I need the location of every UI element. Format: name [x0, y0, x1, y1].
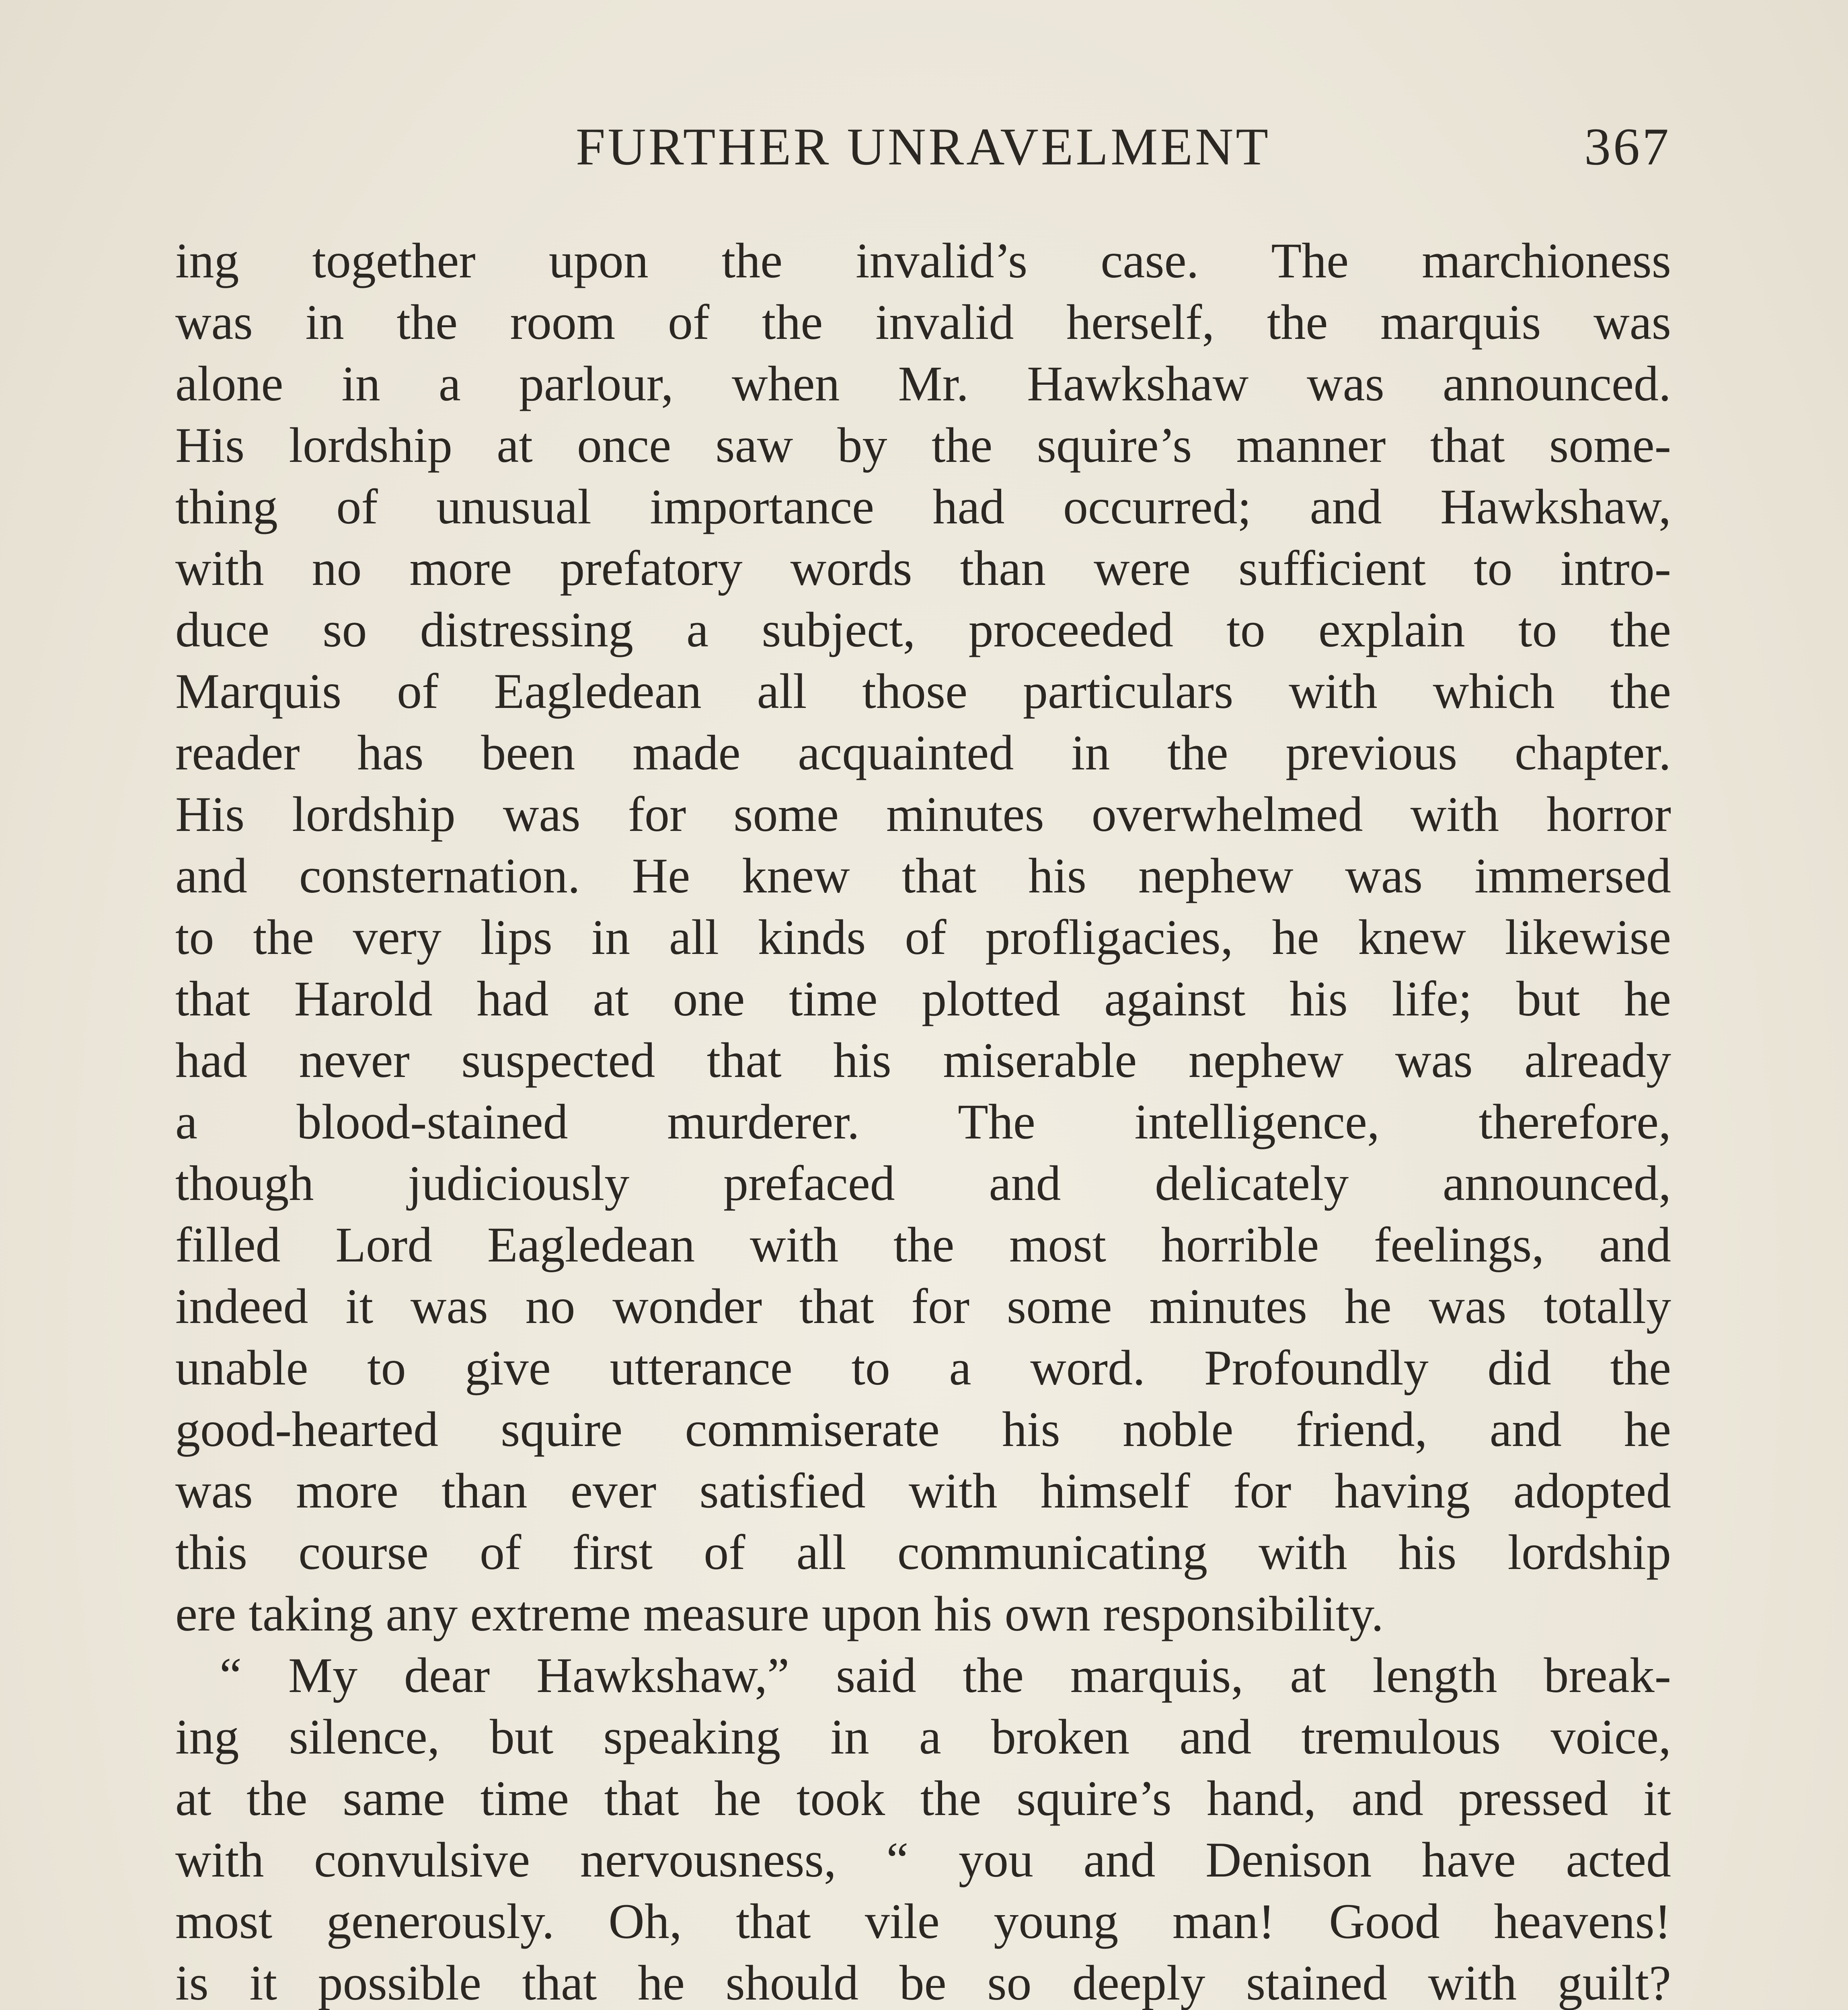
text-line: though judiciously prefaced and delicately announced, — [175, 1156, 1671, 1211]
text-line: a blood-stained murderer. The intelligence, therefore, — [175, 1094, 1671, 1149]
text-line: to the very lips in all kinds of profligacies, he knew likewise — [175, 910, 1671, 965]
text-line: with convulsive nervousness, “ you and Denison have acted — [175, 1832, 1671, 1887]
text-line: had never suspected that his miserable nephew was already — [175, 1033, 1671, 1088]
text-line: ere taking any extreme measure upon his own responsibility. — [175, 1586, 1384, 1641]
text-line: reader has been made acquainted in the previous chapter. — [175, 725, 1671, 780]
text-line: and consternation. He knew that his nephew was immersed — [175, 848, 1671, 903]
text-line: most generously. Oh, that vile young man! Good heavens! — [175, 1894, 1671, 1949]
text-line: was in the room of the invalid herself, the marquis was — [175, 295, 1671, 350]
text-line: unable to give utterance to a word. Profoundly did the — [175, 1340, 1671, 1395]
text-line: His lordship at once saw by the squire’s manner that some- — [175, 418, 1671, 473]
text-line: alone in a parlour, when Mr. Hawkshaw was announced. — [175, 356, 1671, 411]
page-number: 367 — [1584, 117, 1671, 176]
text-line: ing together upon the invalid’s case. The marchioness — [175, 233, 1671, 288]
text-line: ing silence, but speaking in a broken and tremulous voice, — [175, 1709, 1671, 1764]
text-line: His lordship was for some minutes overwhelmed with horror — [175, 787, 1671, 842]
text-line: at the same time that he took the squire’s hand, and pressed it — [175, 1771, 1671, 1826]
text-line: with no more prefatory words than were sufficient to intro- — [175, 541, 1671, 596]
text-line: that Harold had at one time plotted against his life; but he — [175, 971, 1671, 1026]
text-line: is it possible that he should be so deeply stained with guilt? — [175, 1955, 1671, 2010]
body-text — [175, 230, 1671, 2010]
text-line: was more than ever satisfied with himself for having adopted — [175, 1463, 1671, 1518]
text-line: indeed it was no wonder that for some minutes he was totally — [175, 1279, 1671, 1334]
text-line: filled Lord Eagledean with the most horrible feelings, and — [175, 1217, 1671, 1272]
text-line: Marquis of Eagledean all those particulars with which the — [175, 664, 1671, 719]
running-title: FURTHER UNRAVELMENT — [575, 117, 1271, 176]
text-line: duce so distressing a subject, proceeded to explain to the — [175, 602, 1671, 657]
text-line: good-hearted squire commiserate his noble friend, and he — [175, 1402, 1671, 1457]
text-line: this course of first of all communicating with his lordship — [175, 1525, 1671, 1580]
text-line: “ My dear Hawkshaw,” said the marquis, at length break- — [220, 1648, 1671, 1703]
text-line: thing of unusual importance had occurred; and Hawkshaw, — [175, 479, 1671, 534]
running-head — [175, 117, 1671, 177]
